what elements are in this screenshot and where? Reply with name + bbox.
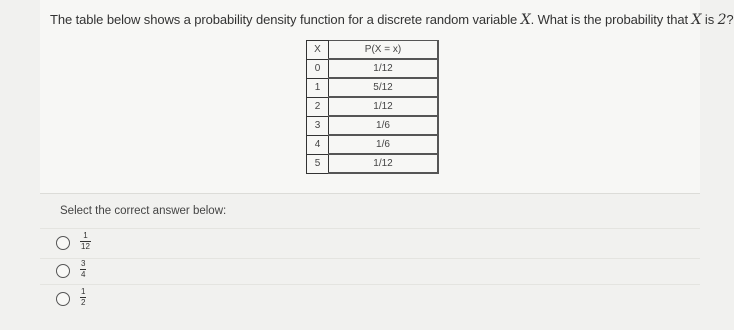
- table-row: [307, 59, 439, 78]
- cell-probability: 1/6: [329, 135, 439, 154]
- cell-x: 0: [307, 59, 329, 78]
- answer-option[interactable]: [56, 232, 116, 256]
- cell-probability: 1/6: [329, 116, 439, 135]
- fraction: [80, 232, 91, 251]
- fraction-numerator: 3: [81, 259, 86, 268]
- math-variable: X: [691, 12, 702, 28]
- cell-probability: 5/12: [329, 78, 439, 97]
- math-variable: X: [520, 12, 531, 28]
- math-value: 2: [717, 12, 727, 28]
- fraction-denominator: 4: [81, 270, 86, 279]
- answer-option[interactable]: [56, 288, 116, 312]
- radio-button[interactable]: [56, 264, 70, 278]
- fraction-numerator: 1: [81, 287, 86, 296]
- cell-x: 4: [307, 135, 329, 154]
- table-row: [307, 154, 439, 173]
- cell-probability: 1/12: [329, 154, 439, 173]
- fraction-numerator: 1: [83, 231, 88, 240]
- question-text: [50, 12, 734, 28]
- cell-x: 2: [307, 97, 329, 116]
- table-row: [307, 116, 439, 135]
- table-row: [307, 135, 439, 154]
- question-text-part: The table below shows a probability density function for a discrete random variable: [50, 12, 521, 27]
- cell-probability: 1/12: [329, 97, 439, 116]
- option-separator: [40, 284, 700, 285]
- table-row: [307, 97, 439, 116]
- table-row: [307, 78, 439, 97]
- fraction: [80, 288, 86, 307]
- table-header-row: [307, 41, 439, 60]
- option-separator: [40, 228, 700, 229]
- header-x: X: [307, 41, 329, 60]
- answer-option[interactable]: [56, 260, 116, 284]
- section-divider: [40, 193, 700, 194]
- fraction: [80, 260, 86, 279]
- pdf-table: [306, 40, 439, 174]
- fraction-denominator: 2: [81, 298, 86, 307]
- cell-x: 3: [307, 116, 329, 135]
- header-probability: P(X = x): [329, 41, 439, 60]
- answer-instructions: Select the correct answer below:: [60, 205, 227, 217]
- radio-button[interactable]: [56, 292, 70, 306]
- cell-x: 1: [307, 78, 329, 97]
- question-text-part: . What is the probability that: [530, 12, 692, 27]
- question-text-part: is: [701, 12, 718, 27]
- cell-probability: 1/12: [329, 59, 439, 78]
- cell-x: 5: [307, 154, 329, 173]
- radio-button[interactable]: [56, 236, 70, 250]
- option-separator: [40, 258, 700, 259]
- fraction-denominator: 12: [81, 242, 90, 251]
- question-text-part: ?: [726, 12, 734, 27]
